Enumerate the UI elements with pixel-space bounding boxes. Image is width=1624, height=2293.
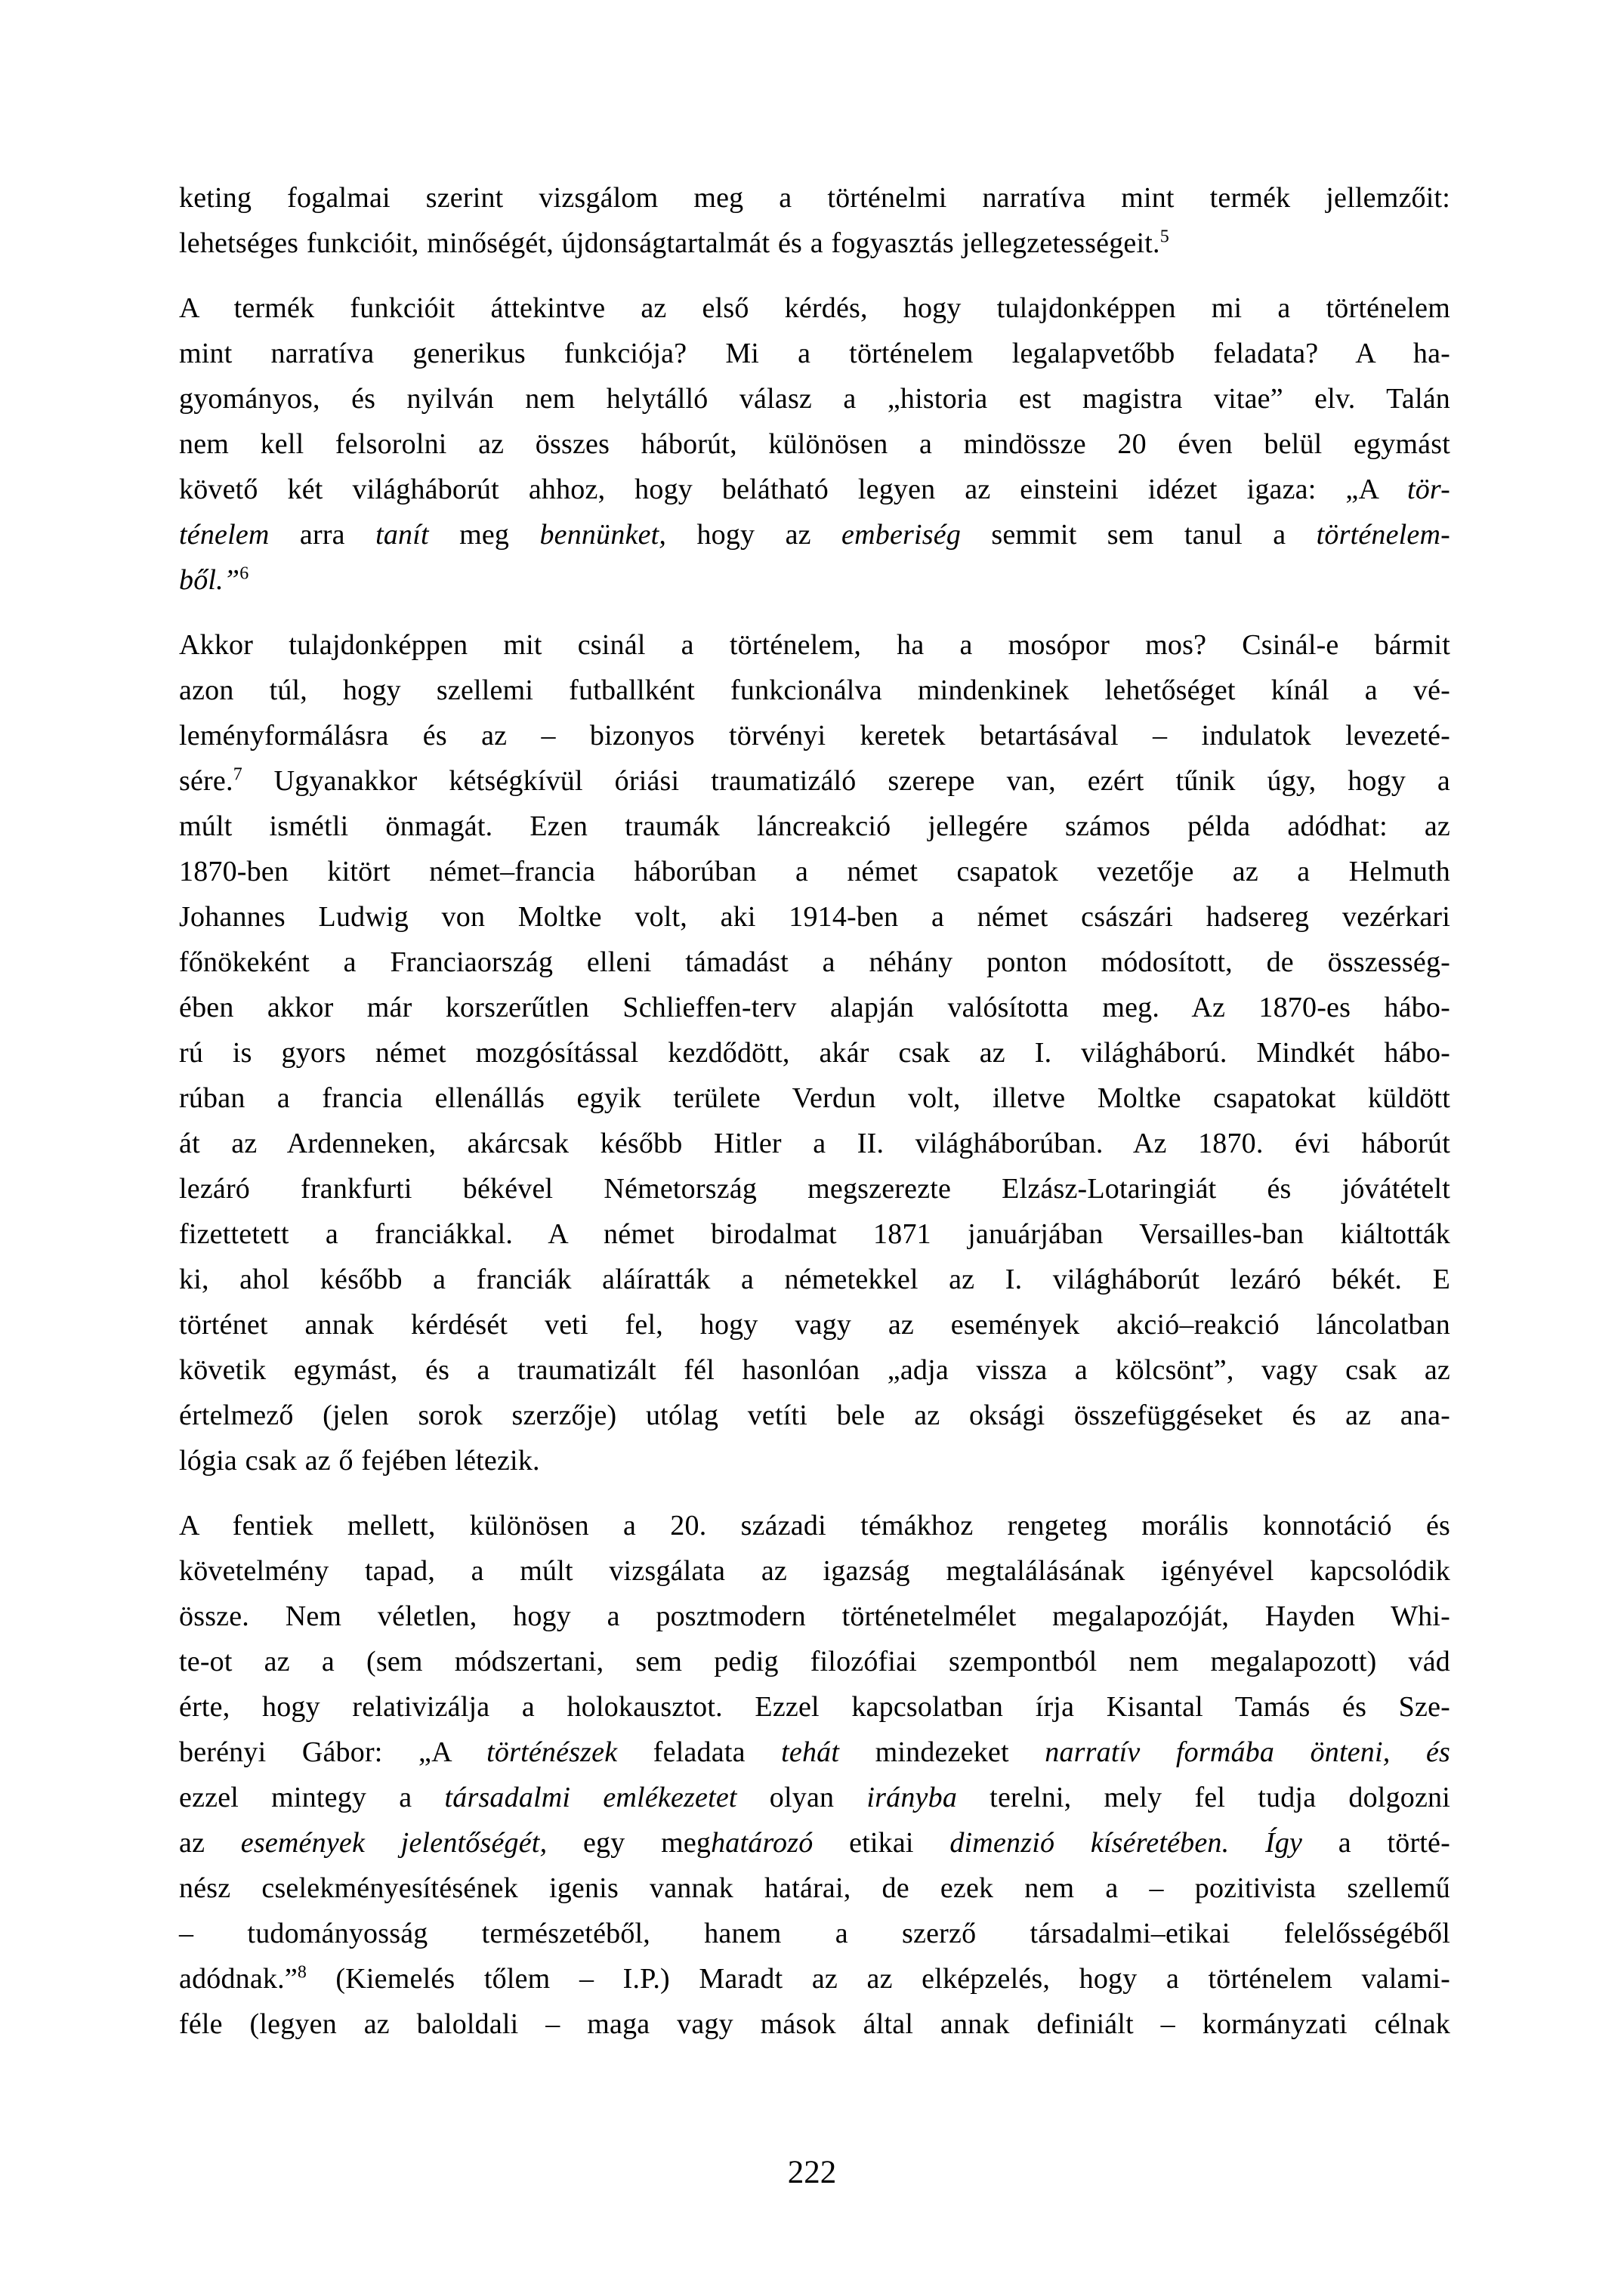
text-segment: rúban a francia ellenállás egyik területe Verdun volt, illetve Moltke csapatokat küldött bbox=[179, 1082, 1450, 1114]
text-segment: lezáró frankfurti békével Németország megszerezte Elzász-Lotaringiát és jóvátételt bbox=[179, 1173, 1450, 1205]
emphasis-text: ből.” bbox=[179, 564, 240, 596]
text-segment: össze. Nem véletlen, hogy a posztmodern történetelmélet megalapozóját, Hayden Whi- bbox=[179, 1600, 1450, 1632]
text-segment: féle (legyen az baloldali – maga vagy mások által annak definiált – kormányzati célnak bbox=[179, 2008, 1450, 2040]
text-segment: A fentiek mellett, különösen a 20. századi témákhoz rengeteg morális konnotáció és bbox=[179, 1510, 1450, 1542]
footnote-ref: 8 bbox=[297, 1962, 307, 1983]
text-segment: Ugyanakkor kétségkívül óriási traumatizáló szerepe van, ezért tűnik úgy, hogy a bbox=[242, 765, 1450, 797]
text-segment: – tudományosság természetéből, hanem a szerző társadalmi–etikai felelősségéből bbox=[179, 1918, 1450, 1949]
footnote-ref: 7 bbox=[233, 764, 242, 785]
text-segment: történet annak kérdését veti fel, hogy vagy az események akció–reakció láncolatban bbox=[179, 1309, 1450, 1341]
text-line bbox=[179, 1820, 1450, 1866]
text-segment: múlt ismétli önmagát. Ezen traumák láncreakció jellegére számos példa adódhat: az bbox=[179, 810, 1450, 842]
emphasis-text: tör- bbox=[1406, 474, 1450, 505]
text-line bbox=[179, 622, 1450, 668]
text-segment: feladata bbox=[617, 1736, 782, 1768]
text-segment: leményformálásra és az – bizonyos törvényi keretek betartásával – indulatok levezeté- bbox=[179, 720, 1450, 751]
paragraph bbox=[179, 1503, 1450, 2047]
paragraph bbox=[179, 175, 1450, 266]
text-segment: 1870-ben kitört német–francia háborúban a német csapatok vezetője az a Helmuth bbox=[179, 856, 1450, 887]
text-line bbox=[179, 1866, 1450, 1911]
emphasis-text: határozó bbox=[711, 1827, 814, 1859]
text-segment: olyan bbox=[736, 1782, 867, 1813]
emphasis-text: emberiség bbox=[841, 519, 962, 551]
text-segment: rú is gyors német mozgósítással kezdődött, akár csak az I. világháború. Mindkét hábo- bbox=[179, 1037, 1450, 1069]
text-segment: Akkor tulajdonképpen mit csinál a történelem, ha a mosópor mos? Csinál-e bármit bbox=[179, 629, 1450, 661]
paragraph bbox=[179, 285, 1450, 603]
text-block bbox=[179, 175, 1450, 2047]
text-line bbox=[179, 376, 1450, 421]
text-segment: berényi Gábor: „A bbox=[179, 1736, 487, 1768]
text-segment: ében akkor már korszerűtlen Schlieffen-terv alapján valósította meg. Az 1870-es hábo- bbox=[179, 992, 1450, 1023]
text-line bbox=[179, 713, 1450, 758]
text-segment: gyományos, és nyilván nem helytálló válasz a „historia est magistra vitae” elv. Talán bbox=[179, 383, 1450, 415]
text-line bbox=[179, 940, 1450, 985]
text-line bbox=[179, 421, 1450, 467]
text-segment: mint narratíva generikus funkciója? Mi a történelem legalapvetőbb feladata? A ha- bbox=[179, 338, 1450, 369]
emphasis-text: bennünket, bbox=[539, 519, 667, 551]
text-segment: hogy az bbox=[666, 519, 842, 551]
text-line bbox=[179, 467, 1450, 512]
text-segment: arra bbox=[269, 519, 376, 551]
text-segment: keting fogalmai szerint vizsgálom meg a történelmi narratíva mint termék jellemzőit: bbox=[179, 182, 1450, 214]
footnote-ref: 5 bbox=[1159, 227, 1169, 247]
text-line bbox=[179, 1211, 1450, 1257]
emphasis-text: narratív formába önteni, és bbox=[1045, 1736, 1451, 1768]
page-number: 222 bbox=[787, 2155, 837, 2190]
text-segment: azon túl, hogy szellemi futballként funkcionálva mindenkinek lehetőséget kínál a vé- bbox=[179, 674, 1450, 706]
emphasis-text: ténelem bbox=[179, 519, 270, 551]
emphasis-text: tanít bbox=[375, 519, 429, 551]
text-line bbox=[179, 2001, 1450, 2047]
text-line bbox=[179, 1302, 1450, 1347]
text-segment: értelmező (jelen sorok szerzője) utólag vetíti bele az oksági összefüggéseket és az ana- bbox=[179, 1400, 1450, 1431]
emphasis-text: társadalmi emlékezetet bbox=[444, 1782, 737, 1813]
text-line bbox=[179, 1121, 1450, 1166]
text-line bbox=[179, 1775, 1450, 1820]
text-line bbox=[179, 1076, 1450, 1121]
text-line bbox=[179, 758, 1450, 804]
text-segment: át az Ardenneken, akárcsak később Hitler a II. világháborúban. Az 1870. évi háborút bbox=[179, 1128, 1450, 1159]
text-line bbox=[179, 1257, 1450, 1302]
text-segment: követik egymást, és a traumatizált fél hasonlóan „adja vissza a kölcsönt”, vagy csak az bbox=[179, 1354, 1450, 1386]
text-segment: fizettetett a franciákkal. A német birodalmat 1871 januárjában Versailles-ban kiáltották bbox=[179, 1218, 1450, 1250]
text-line bbox=[179, 1548, 1450, 1594]
text-line bbox=[179, 512, 1450, 557]
text-segment: terelni, mely fel tudja dolgozni bbox=[957, 1782, 1450, 1813]
text-segment: etikai bbox=[813, 1827, 950, 1859]
text-segment: egy meg bbox=[547, 1827, 712, 1859]
text-line bbox=[179, 668, 1450, 713]
text-line bbox=[179, 1503, 1450, 1548]
emphasis-text: történelem- bbox=[1316, 519, 1450, 551]
text-segment: követő két világháborút ahhoz, hogy belátható legyen az einsteini idézet igaza: „A bbox=[179, 474, 1407, 505]
text-segment: lógia csak az ő fejében létezik. bbox=[179, 1445, 540, 1477]
text-segment: érte, hogy relativizálja a holokausztot. Ezzel kapcsolatban írja Kisantal Tamás és Sze- bbox=[179, 1691, 1450, 1723]
text-line bbox=[179, 1166, 1450, 1211]
text-line bbox=[179, 985, 1450, 1030]
text-segment: sére. bbox=[179, 765, 233, 797]
text-line bbox=[179, 1347, 1450, 1393]
text-segment: nész cselekményesítésének igenis vannak határai, de ezek nem a – pozitivista szellemű bbox=[179, 1872, 1450, 1904]
footnote-ref: 6 bbox=[239, 563, 249, 584]
text-line bbox=[179, 175, 1450, 221]
text-segment: meg bbox=[428, 519, 540, 551]
text-line bbox=[179, 1730, 1450, 1775]
text-segment: adódnak.” bbox=[179, 1963, 298, 1995]
text-segment: Johannes Ludwig von Moltke volt, aki 1914-ben a német császári hadsereg vezérkari bbox=[179, 901, 1450, 933]
text-segment: mindezeket bbox=[839, 1736, 1045, 1768]
text-line bbox=[179, 1393, 1450, 1438]
text-line bbox=[179, 804, 1450, 849]
emphasis-text: dimenzió kíséretében. Így bbox=[949, 1827, 1303, 1859]
text-segment: főnökeként a Franciaország elleni támadást a néhány ponton módosított, de összesség- bbox=[179, 946, 1450, 978]
text-line bbox=[179, 1911, 1450, 1956]
text-segment: ezzel mintegy a bbox=[179, 1782, 445, 1813]
text-segment: követelmény tapad, a múlt vizsgálata az igazság megtalálásának igényével kapcsolódik bbox=[179, 1555, 1450, 1587]
text-segment: te-ot az a (sem módszertani, sem pedig filozófiai szempontból nem megalapozott) vád bbox=[179, 1646, 1450, 1677]
text-line bbox=[179, 285, 1450, 331]
text-line bbox=[179, 331, 1450, 376]
text-line bbox=[179, 1594, 1450, 1639]
text-segment: lehetséges funkcióit, minőségét, újdonságtartalmát és a fogyasztás jellegzetességeit. bbox=[179, 227, 1160, 259]
paragraph bbox=[179, 622, 1450, 1483]
text-segment: (Kiemelés tőlem – I.P.) Maradt az az elképzelés, hogy a történelem valami- bbox=[306, 1963, 1450, 1995]
text-line bbox=[179, 1956, 1450, 2001]
text-line bbox=[179, 1438, 1450, 1483]
text-segment: az bbox=[179, 1827, 241, 1859]
text-segment: nem kell felsorolni az összes háborút, különösen a mindössze 20 éven belül egymást bbox=[179, 428, 1450, 460]
text-segment: ki, ahol később a franciák aláíratták a németekkel az I. világháborút lezáró békét. E bbox=[179, 1264, 1450, 1295]
text-line bbox=[179, 1639, 1450, 1684]
text-line bbox=[179, 221, 1450, 266]
emphasis-text: történészek bbox=[486, 1736, 618, 1768]
text-line bbox=[179, 1030, 1450, 1076]
text-segment: a törté- bbox=[1302, 1827, 1450, 1859]
emphasis-text: tehát bbox=[781, 1736, 840, 1768]
emphasis-text: események jelentőségét, bbox=[240, 1827, 548, 1859]
text-segment: semmit sem tanul a bbox=[961, 519, 1317, 551]
text-line bbox=[179, 1684, 1450, 1730]
text-line bbox=[179, 557, 1450, 603]
emphasis-text: irányba bbox=[866, 1782, 958, 1813]
text-segment: A termék funkcióit áttekintve az első kérdés, hogy tulajdonképpen mi a történelem bbox=[179, 292, 1450, 324]
text-line bbox=[179, 849, 1450, 894]
text-line bbox=[179, 894, 1450, 940]
